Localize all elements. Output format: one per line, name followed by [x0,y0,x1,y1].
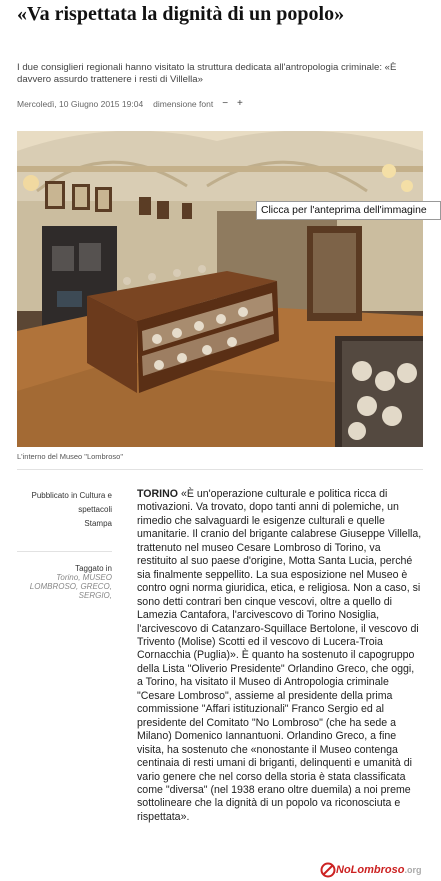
museum-interior-illustration [17,131,423,447]
published-in-line [17,489,112,517]
watermark-tld: .org [404,865,422,875]
tagged-in-label: Taggato in [75,564,112,573]
font-size-label: dimensione font [153,98,214,109]
article-body [137,488,423,824]
content-divider [17,469,423,470]
tags-block [17,564,112,600]
nolombroso-watermark [320,862,421,878]
published-in-label: Pubblicato in [31,491,78,500]
font-decrease-button[interactable]: − [222,98,229,109]
tags-list[interactable]: Torino, MUSEO LOMBROSO, GRECO, SERGIO, [29,573,112,600]
article-text: «È un'operazione culturale e politica ricca di motivazioni. Va trovato, dopo tanti anni di polemiche, un rimedio che salvaguardi le esigenze culturali e quelle umanitarie. Il cranio del brigante calabrese Giuseppe Villella, trattenuto nel museo Cesare Lombroso di Torino, va restituito al suo paese d'origine, Motta Santa Lucia, perché sia finalmente seppellito. La sua esposizione nel Museo è contro ogni norma giuridica, etica, e religiosa. Non a caso, si sono detti contrari ben cinque vescovi, oltre a quello di Lamezia Cantafora, l'arcivescovo di Torino Nosiglia, l'arcivescovo di Catanzaro-Squillace Bertolone, il vescovo di Trivento (Molise) Scotti ed il vescovo di Lucera-Troia Cornacchia (Puglia)». È quanto ha sostenuto il capogruppo della Lista "Oliverio Presidente" Orlandino Greco, che oggi, a Torino, ha visitato il Museo di Antropologia criminale "Cesare Lombroso", assieme al presidente della prima commissione "Affari istituzionali" Franco Sergio ed al presidente del Comitato "No Lombroso" (che ha sede a Milano) Domenico Iannantuoni. Orlandino Greco, a fine visita, ha sostenuto che «nonostante il Museo contenga centinaia di resti umani di briganti, delinquenti e umanità di vario genere che nel corso della storia è stata classificata come "diversa" (nel 1938 erano oltre duemila) a noi preme sottolineare che la dignità di un popolo va riconosciuta e rispettata». [137,488,422,823]
image-preview-tooltip: Clicca per l'anteprima dell'immagine [256,201,441,220]
article-image[interactable] [17,131,423,447]
image-caption: L'interno del Museo "Lombroso" [17,452,123,461]
sidebar-divider [17,551,112,552]
category-link[interactable]: Cultura e spettacoli [78,491,112,514]
dateline-city: TORINO [137,488,179,500]
watermark-no: No [336,864,351,876]
watermark-name: Lombroso [350,864,405,876]
no-sign-icon [320,862,336,878]
article-date: Mercoledì, 10 Giugno 2015 19:04 [17,98,144,109]
article-title: «Va rispettata la dignità di un popolo» [17,3,345,25]
font-increase-button[interactable]: + [237,98,243,109]
article-subtitle: I due consiglieri regionali hanno visitato la struttura dedicata all'antropologia criminale: «È davvero assurdo trattenere i resti di Villella» [17,62,397,85]
category-link-2[interactable]: Stampa [84,519,112,528]
published-in-block [17,489,112,531]
article-meta [17,98,243,109]
